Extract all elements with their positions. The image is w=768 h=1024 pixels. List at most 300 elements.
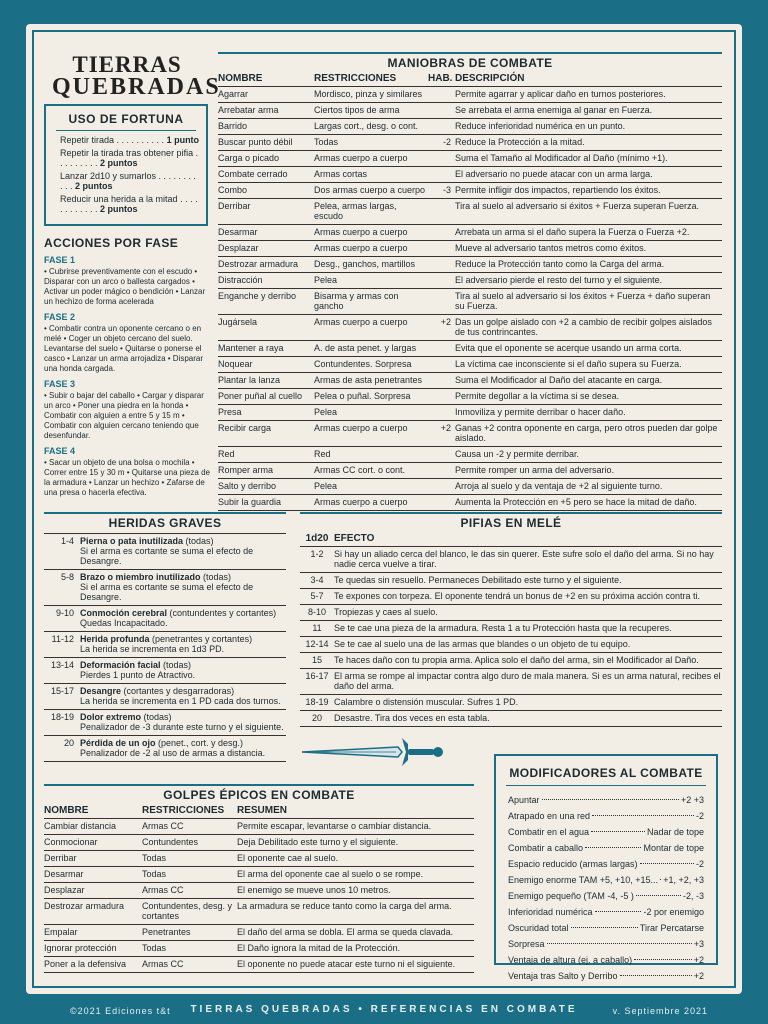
maniobra-restricciones: Pelea xyxy=(314,407,338,417)
herida-desc: La herida se incrementa en 1 PD cada dos turnos. xyxy=(80,696,281,706)
maniobra-nombre: Enganche y derribo xyxy=(218,291,297,301)
logo xyxy=(52,52,221,100)
maniobra-restricciones: A. de asta penet. y largas xyxy=(314,343,417,353)
golpes-title: GOLPES ÉPICOS EN COMBATE xyxy=(163,788,355,802)
herida-roll: 15-17 xyxy=(50,686,74,696)
maniobra-nombre: Subir la guardia xyxy=(218,497,282,507)
table-row xyxy=(218,103,722,119)
table-row xyxy=(218,405,722,421)
modificador-value: +2 +3 xyxy=(680,795,704,805)
herida-name: Pérdida de un ojo xyxy=(80,738,156,748)
maniobra-descripcion: El adversario pierde el resto del turno y el siguiente. xyxy=(455,275,663,285)
table-row xyxy=(44,867,474,883)
maniobra-nombre: Derribar xyxy=(218,201,251,211)
maniobra-nombre: Red xyxy=(218,449,235,459)
golpe-nombre: Cambiar distancia xyxy=(44,821,117,831)
maniobra-nombre: Combo xyxy=(218,185,248,195)
herida-roll: 13-14 xyxy=(50,660,74,670)
modificador-label: Atrapado en una red xyxy=(508,811,591,821)
herida-desc: Si el arma es cortante se suma el efecto de Desangre. xyxy=(80,582,254,602)
herida-content xyxy=(80,686,286,706)
herida-tag: (todas) xyxy=(160,660,192,670)
col-header-1d20: 1d20 xyxy=(305,533,329,544)
golpe-resumen: Deja Debilitado este turno y el siguiente. xyxy=(237,837,399,847)
heridas-title: HERIDAS GRAVES xyxy=(44,516,286,534)
col-header-descripcion: DESCRIPCIÓN xyxy=(455,73,525,84)
divider xyxy=(300,512,722,514)
golpe-resumen: Permite escapar, levantarse o cambiar distancia. xyxy=(237,821,432,831)
herida-roll: 9-10 xyxy=(55,608,74,618)
table-row xyxy=(300,589,722,605)
pifia-efecto: Si hay un aliado cerca del blanco, le das sin querer. Este sufre solo el daño del arma. Si no hay nadie cerca vuelve a tirar. xyxy=(334,549,714,569)
table-row xyxy=(44,606,286,632)
maniobra-descripcion: Ganas +2 contra oponente en carga, pero otros pueden dar golpe aislado. xyxy=(455,423,718,443)
divider xyxy=(44,784,474,786)
pifia-roll: 1-2 xyxy=(310,549,324,559)
maniobra-descripcion: Aumenta la Protección en +5 pero se hace la mitad de daño. xyxy=(455,497,697,507)
pifia-efecto: Te expones con torpeza. El oponente tendrá un bonus de +2 en su próxima acción contra ti. xyxy=(334,591,700,601)
table-row xyxy=(218,167,722,183)
herida-content xyxy=(80,608,286,628)
pifia-roll: 18-19 xyxy=(305,697,329,707)
table-row xyxy=(300,711,722,727)
maniobra-restricciones: Pelea xyxy=(314,481,338,491)
herida-tag: (todas) xyxy=(183,536,214,546)
pifia-efecto: Se te cae al suelo una de las armas que blandes o un objeto de tu equipo. xyxy=(334,639,631,649)
sword-icon xyxy=(298,732,448,772)
maniobra-nombre: Desplazar xyxy=(218,243,259,253)
modificador-label: Ventaja de altura (ej. a caballo) xyxy=(508,955,633,965)
table-row xyxy=(218,447,722,463)
modificador-row xyxy=(508,952,704,968)
maniobra-restricciones: Armas cuerpo a cuerpo xyxy=(314,317,408,327)
pifia-efecto: Te quedas sin resuello. Permaneces Debilitado este turno y el siguiente. xyxy=(334,575,622,585)
divider xyxy=(218,52,722,54)
maniobra-restricciones: Pelea xyxy=(314,275,338,285)
golpe-resumen: La armadura se reduce tanto como la carga del arma. xyxy=(237,901,452,911)
maniobra-nombre: Carga o picado xyxy=(218,153,280,163)
maniobra-descripcion: Evita que el oponente se acerque usando un arma corta. xyxy=(455,343,682,353)
modificador-label: Enemigo enorme TAM +5, +10, +15... xyxy=(508,875,659,885)
maniobra-nombre: Combate cerrado xyxy=(218,169,288,179)
maniobra-nombre: Buscar punto débil xyxy=(218,137,293,147)
dot-leader xyxy=(620,974,692,976)
golpe-restricciones: Todas xyxy=(142,943,167,953)
herida-name: Brazo o miembro inutilizado xyxy=(80,572,201,582)
fortuna-item xyxy=(60,148,200,168)
modificadores-title: MODIFICADORES AL COMBATE xyxy=(509,766,703,780)
table-row xyxy=(300,547,722,573)
maniobra-descripcion: Permite infligir dos impactos, repartiendo los éxitos. xyxy=(455,185,661,195)
pifias-table xyxy=(300,512,722,727)
golpe-nombre: Desarmar xyxy=(44,869,84,879)
maniobra-descripcion: Tira al suelo al adversario si los éxitos + Fuerza + daño superan su Fuerza. xyxy=(455,291,711,311)
table-row xyxy=(44,835,474,851)
table-row xyxy=(218,421,722,447)
fortuna-box xyxy=(44,104,208,226)
dot-leader xyxy=(660,878,661,880)
maniobra-descripcion: Permite agarrar y aplicar daño en turnos posteriores. xyxy=(455,89,666,99)
col-header-restricciones: RESTRICCIONES xyxy=(314,73,397,84)
herida-tag: (todas) xyxy=(141,712,172,722)
table-row xyxy=(44,851,474,867)
table-row xyxy=(44,570,286,606)
modificador-row xyxy=(508,840,704,856)
modificador-label: Ventaja tras Salto y Derribo xyxy=(508,971,618,981)
modificador-value: +2 xyxy=(693,971,704,981)
herida-roll: 18-19 xyxy=(50,712,74,722)
dot-leader xyxy=(634,958,692,960)
golpe-restricciones: Contundentes xyxy=(142,837,199,847)
golpe-restricciones: Todas xyxy=(142,853,167,863)
herida-tag: (penetrantes y cortantes) xyxy=(149,634,253,644)
herida-name: Desangre xyxy=(80,686,122,696)
maniobra-nombre: Jugársela xyxy=(218,317,258,327)
pifias-header xyxy=(300,530,722,547)
table-row xyxy=(218,289,722,315)
golpe-resumen: El arma del oponente cae al suelo o se rompe. xyxy=(237,869,424,879)
table-row xyxy=(218,315,722,341)
maniobra-nombre: Desarmar xyxy=(218,227,258,237)
pifia-efecto: El arma se rompe al impactar contra algo duro de mala manera. Si es un arma natural, recibes el daño del arma. xyxy=(334,671,721,691)
phase-text: • Combatir contra un oponente cercano o en melé • Coger un objeto cercano del suelo. Levantarse del suelo • Quitarse o ponerse el casco • Lanzar un arma arrojadiza • Disparar una honda cargada. xyxy=(44,324,204,373)
maniobra-restricciones: Armas de asta penetrantes xyxy=(314,375,423,385)
modificador-row xyxy=(508,904,704,920)
phase-text: • Cubrirse preventivamente con el escudo • Disparar con un arco o ballesta cargados • Activar un poder mágico o bendición • Lanzar un hechizo de forma acelerada xyxy=(44,267,206,306)
maniobra-nombre: Presa xyxy=(218,407,242,417)
maniobra-descripcion: Suma el Tamaño al Modificador al Daño (mínimo +1). xyxy=(455,153,668,163)
footer xyxy=(0,998,768,1024)
herida-desc: Penalizador de -2 al uso de armas a distancia. xyxy=(80,748,266,758)
golpe-nombre: Empalar xyxy=(44,927,78,937)
herida-tag: (penet., cort. y desg.) xyxy=(155,738,244,748)
table-row xyxy=(218,479,722,495)
herida-desc: La herida se incrementa en 1d3 PD. xyxy=(80,644,225,654)
maniobra-nombre: Distracción xyxy=(218,275,263,285)
table-row xyxy=(44,883,474,899)
herida-roll: 11-12 xyxy=(51,634,74,644)
maniobra-restricciones: Largas cort., desg. o cont. xyxy=(314,121,419,131)
golpe-resumen: El enemigo se mueve unos 10 metros. xyxy=(237,885,391,895)
herida-name: Conmoción cerebral xyxy=(80,608,168,618)
modificador-row xyxy=(508,808,704,824)
fortuna-title: USO DE FORTUNA xyxy=(68,112,184,126)
herida-tag: (contundentes y cortantes) xyxy=(167,608,277,618)
pifia-efecto: Se te cae una pieza de la armadura. Resta 1 a tu Protección hasta que la recuperes. xyxy=(334,623,672,633)
pifia-roll: 5-7 xyxy=(310,591,324,601)
maniobra-nombre: Poner puñal al cuello xyxy=(218,391,303,401)
phase-text: • Sacar un objeto de una bolsa o mochila • Correr entre 15 y 30 m • Quitarse una pieza de la armadura • Lanzar un hechizo • Zafarse de una presa o hacerla efectiva. xyxy=(44,458,210,497)
modificador-label: Combatir a caballo xyxy=(508,843,584,853)
modificador-label: Sorpresa xyxy=(508,939,545,949)
herida-roll: 1-4 xyxy=(60,536,74,546)
table-row xyxy=(218,357,722,373)
pifia-efecto: Desastre. Tira dos veces en esta tabla. xyxy=(334,713,490,723)
fortuna-item-cost: 2 puntos xyxy=(75,181,113,191)
modificador-row xyxy=(508,824,704,840)
pifia-roll: 20 xyxy=(311,713,322,723)
table-row xyxy=(44,899,474,925)
modificador-row xyxy=(508,936,704,952)
modificadores-box xyxy=(494,754,718,981)
maniobra-restricciones: Contundentes. Sorpresa xyxy=(314,359,412,369)
footer-version: v. Septiembre 2021 xyxy=(612,1006,708,1016)
col-header-resumen: RESUMEN xyxy=(237,805,288,816)
modificador-row xyxy=(508,888,704,904)
table-row xyxy=(44,819,474,835)
modificador-row xyxy=(508,872,704,888)
golpe-nombre: Desplazar xyxy=(44,885,85,895)
maniobra-nombre: Destrozar armadura xyxy=(218,259,299,269)
dot-leader xyxy=(636,894,681,896)
modificador-label: Oscuridad total xyxy=(508,923,569,933)
golpe-nombre: Destrozar armadura xyxy=(44,901,125,911)
table-row xyxy=(300,605,722,621)
table-row xyxy=(218,257,722,273)
herida-roll: 20 xyxy=(63,738,74,748)
golpe-nombre: Conmocionar xyxy=(44,837,98,847)
golpe-nombre: Ignorar protección xyxy=(44,943,117,953)
maniobra-restricciones: Armas cuerpo a cuerpo xyxy=(314,227,408,237)
fortuna-item-cost: 2 puntos xyxy=(100,204,138,214)
fortuna-item-text: Repetir la tirada tras obtener pifia . . . . . . . . . xyxy=(60,148,199,168)
herida-tag: (todas) xyxy=(200,572,232,582)
table-row xyxy=(44,658,286,684)
maniobra-descripcion: El adversario no puede atacar con un arma larga. xyxy=(455,169,653,179)
modificador-label: Espacio reducido (armas largas) xyxy=(508,859,638,869)
col-header-nombre: NOMBRE xyxy=(44,805,89,816)
modificador-row xyxy=(508,792,704,808)
table-row xyxy=(218,199,722,225)
maniobra-descripcion: Permite romper un arma del adversario. xyxy=(455,465,615,475)
table-row xyxy=(44,957,474,973)
golpe-resumen: El Daño ignora la mitad de la Protección. xyxy=(237,943,401,953)
phase-title: FASE 1 xyxy=(44,255,76,265)
herida-desc: Penalizador de -3 durante este turno y el siguiente. xyxy=(80,722,284,732)
col-header-restricciones: RESTRICCIONES xyxy=(142,805,225,816)
divider xyxy=(56,130,196,131)
pifia-efecto: Tropiezas y caes al suelo. xyxy=(334,607,438,617)
modificador-label: Inferioridad numérica xyxy=(508,907,593,917)
table-row xyxy=(218,463,722,479)
table-row xyxy=(218,119,722,135)
herida-roll: 5-8 xyxy=(60,572,74,582)
modificador-value: -2 por enemigo xyxy=(643,907,704,917)
dot-leader xyxy=(571,926,638,928)
modificador-value: +3 xyxy=(693,939,704,949)
herida-name: Dolor extremo xyxy=(80,712,142,722)
golpe-resumen: El oponente cae al suelo. xyxy=(237,853,339,863)
maniobra-descripcion: Reduce inferioridad numérica en un punto. xyxy=(455,121,626,131)
table-row xyxy=(44,684,286,710)
maniobra-restricciones: Armas cuerpo a cuerpo xyxy=(314,243,408,253)
dot-leader xyxy=(595,910,642,912)
pifia-roll: 12-14 xyxy=(305,639,329,649)
fortuna-item-cost: 2 puntos xyxy=(100,158,138,168)
golpe-restricciones: Armas CC xyxy=(142,885,184,895)
footer-copyright: ©2021 Ediciones t&t xyxy=(70,1006,171,1016)
maniobra-descripcion: Causa un -2 y permite derribar. xyxy=(455,449,580,459)
table-row xyxy=(218,241,722,257)
maniobra-descripcion: Das un golpe aislado con +2 a cambio de recibir golpes aislados de tus contrincantes. xyxy=(455,317,712,337)
golpe-resumen: El daño del arma se dobla. El arma se queda clavada. xyxy=(237,927,454,937)
herida-content xyxy=(80,712,286,732)
table-row xyxy=(218,389,722,405)
table-row xyxy=(44,710,286,736)
maniobra-descripcion: Tira al suelo al adversario si éxitos + Fuerza superan Fuerza. xyxy=(455,201,700,211)
maniobra-hab: -2 xyxy=(442,137,451,147)
maniobra-restricciones: Desg., ganchos, martillos xyxy=(314,259,416,269)
modificador-value: Tirar Percatarse xyxy=(639,923,704,933)
modificador-value: -2 xyxy=(695,859,704,869)
table-row xyxy=(300,621,722,637)
fortuna-item xyxy=(60,135,200,145)
herida-desc: Si el arma es cortante se suma el efecto de Desangre. xyxy=(80,546,254,566)
modificador-label: Apuntar xyxy=(508,795,540,805)
modificador-row xyxy=(508,856,704,872)
logo-line-1: TIERRAS xyxy=(72,52,182,77)
maniobra-nombre: Agarrar xyxy=(218,89,249,99)
herida-content xyxy=(80,660,286,680)
fortuna-item xyxy=(60,171,200,191)
pifia-efecto: Te haces daño con tu propia arma. Aplica solo el daño del arma, sin el Modificador al Daño. xyxy=(334,655,699,665)
maniobras-title: MANIOBRAS DE COMBATE xyxy=(387,56,553,70)
maniobra-nombre: Salto y derribo xyxy=(218,481,277,491)
table-row xyxy=(218,183,722,199)
golpe-nombre: Poner a la defensiva xyxy=(44,959,127,969)
pifia-roll: 16-17 xyxy=(305,671,329,681)
acciones-section xyxy=(44,236,214,498)
table-row xyxy=(44,736,286,762)
maniobras-header xyxy=(218,70,722,87)
maniobra-descripcion: Arroja al suelo y da ventaja de +2 al siguiente turno. xyxy=(455,481,663,491)
maniobra-nombre: Barrido xyxy=(218,121,248,131)
dot-leader xyxy=(547,942,692,944)
maniobra-restricciones: Pelea, armas largas, escudo xyxy=(314,201,397,221)
fortuna-item-text: Lanzar 2d10 y sumarlos . . . . . . . . . . . xyxy=(60,171,197,191)
dot-leader xyxy=(585,846,641,848)
maniobra-restricciones: Dos armas cuerpo a cuerpo xyxy=(314,185,426,195)
modificador-value: Nadar de tope xyxy=(646,827,704,837)
golpe-resumen: El oponente no puede atacar este turno ni el siguiente. xyxy=(237,959,456,969)
golpe-restricciones: Penetrantes xyxy=(142,927,191,937)
maniobra-restricciones: Armas cuerpo a cuerpo xyxy=(314,497,408,507)
maniobras-table xyxy=(218,52,722,511)
maniobra-descripcion: Reduce la Protección a la mitad. xyxy=(455,137,585,147)
maniobra-nombre: Recibir carga xyxy=(218,423,272,433)
footer-title: TIERRAS QUEBRADAS • REFERENCIAS EN COMBATE xyxy=(190,1004,578,1015)
modificador-label: Combatir en el agua xyxy=(508,827,590,837)
herida-name: Deformación facial xyxy=(80,660,161,670)
maniobra-restricciones: Todas xyxy=(314,137,339,147)
maniobra-nombre: Mantener a raya xyxy=(218,343,284,353)
golpe-restricciones: Armas CC xyxy=(142,821,184,831)
herida-content xyxy=(80,634,286,654)
table-row xyxy=(300,573,722,589)
maniobra-restricciones: Mordisco, pinza y similares xyxy=(314,89,423,99)
phase-title: FASE 3 xyxy=(44,379,76,389)
herida-content xyxy=(80,536,286,566)
dot-leader xyxy=(591,830,645,832)
maniobra-descripcion: La víctima cae inconsciente si el daño supera su Fuerza. xyxy=(455,359,682,369)
table-row xyxy=(44,925,474,941)
phase-title: FASE 4 xyxy=(44,446,76,456)
table-row xyxy=(300,669,722,695)
golpe-restricciones: Contundentes, desg. y cortantes xyxy=(142,901,233,921)
col-header-hab: HAB. xyxy=(428,73,453,84)
maniobra-descripcion: Mueve al adversario tantos metros como éxitos. xyxy=(455,243,647,253)
table-row xyxy=(218,495,722,511)
herida-name: Pierna o pata inutilizada xyxy=(80,536,184,546)
dot-leader xyxy=(640,862,694,864)
golpes-header xyxy=(44,802,474,819)
acciones-title: ACCIONES POR FASE xyxy=(44,236,179,250)
herida-name: Herida profunda xyxy=(80,634,150,644)
table-row xyxy=(218,87,722,103)
logo-line-2: QUEBRADAS xyxy=(52,74,221,100)
maniobra-nombre: Noquear xyxy=(218,359,253,369)
herida-content xyxy=(80,572,286,602)
modificador-value: -2, -3 xyxy=(682,891,704,901)
table-row xyxy=(218,373,722,389)
table-row xyxy=(218,135,722,151)
modificador-value: +2 xyxy=(693,955,704,965)
maniobra-hab: -3 xyxy=(442,185,451,195)
herida-tag: (cortantes y desgarradoras) xyxy=(121,686,235,696)
heridas-table xyxy=(44,512,286,762)
fortuna-item-text: Reducir una herida a la mitad . . . . . . . . . . . . xyxy=(60,194,198,214)
dot-leader xyxy=(592,814,694,816)
modificador-value: Montar de tope xyxy=(643,843,704,853)
maniobra-descripcion: Arrebata un arma si el daño supera la Fuerza o Fuerza +2. xyxy=(455,227,690,237)
maniobra-descripcion: Suma el Modificador al Daño del atacante en carga. xyxy=(455,375,663,385)
maniobra-restricciones: Red xyxy=(314,449,331,459)
table-row xyxy=(44,632,286,658)
golpe-restricciones: Todas xyxy=(142,869,167,879)
fortuna-item xyxy=(60,194,200,214)
pifias-title: PIFIAS EN MELÉ xyxy=(460,516,562,530)
maniobra-nombre: Plantar la lanza xyxy=(218,375,281,385)
maniobra-hab: +2 xyxy=(440,317,451,327)
maniobra-descripcion: Inmoviliza y permite derribar o hacer daño. xyxy=(455,407,626,417)
pifia-efecto: Calambre o distensión muscular. Sufres 1 PD. xyxy=(334,697,519,707)
maniobra-nombre: Romper arma xyxy=(218,465,274,475)
table-row xyxy=(300,653,722,669)
pifia-roll: 15 xyxy=(311,655,322,665)
modificador-value: +1, +2, +3 xyxy=(663,875,704,885)
phase-text: • Subir o bajar del caballo • Cargar y disparar un arco • Poner una piedra en la honda • Combatir con alguien a entre 5 y 15 m • Combatir con alguien cercano teniendo que desenfundar. xyxy=(44,391,204,440)
table-row xyxy=(44,941,474,957)
table-row xyxy=(218,151,722,167)
col-header-nombre: NOMBRE xyxy=(218,73,263,84)
herida-content xyxy=(80,738,286,758)
maniobra-descripcion: Se arrebata el arma enemiga al ganar en Fuerza. xyxy=(455,105,653,115)
modificador-row xyxy=(508,968,704,984)
maniobra-nombre: Arrebatar arma xyxy=(218,105,279,115)
maniobra-descripcion: Reduce la Protección tanto como la Carga del arma. xyxy=(455,259,665,269)
modificador-row xyxy=(508,920,704,936)
maniobra-restricciones: Pelea o puñal. Sorpresa xyxy=(314,391,411,401)
table-row xyxy=(300,695,722,711)
maniobra-restricciones: Ciertos tipos de arma xyxy=(314,105,400,115)
pifia-roll: 8-10 xyxy=(307,607,326,617)
maniobra-restricciones: Armas cuerpo a cuerpo xyxy=(314,153,408,163)
maniobra-restricciones: Armas CC cort. o cont. xyxy=(314,465,406,475)
maniobra-restricciones: Bisarma y armas con gancho xyxy=(314,291,399,311)
fortuna-item-text: Repetir tirada . . . . . . . . . . xyxy=(60,135,165,145)
table-row xyxy=(44,534,286,570)
divider xyxy=(506,785,706,786)
